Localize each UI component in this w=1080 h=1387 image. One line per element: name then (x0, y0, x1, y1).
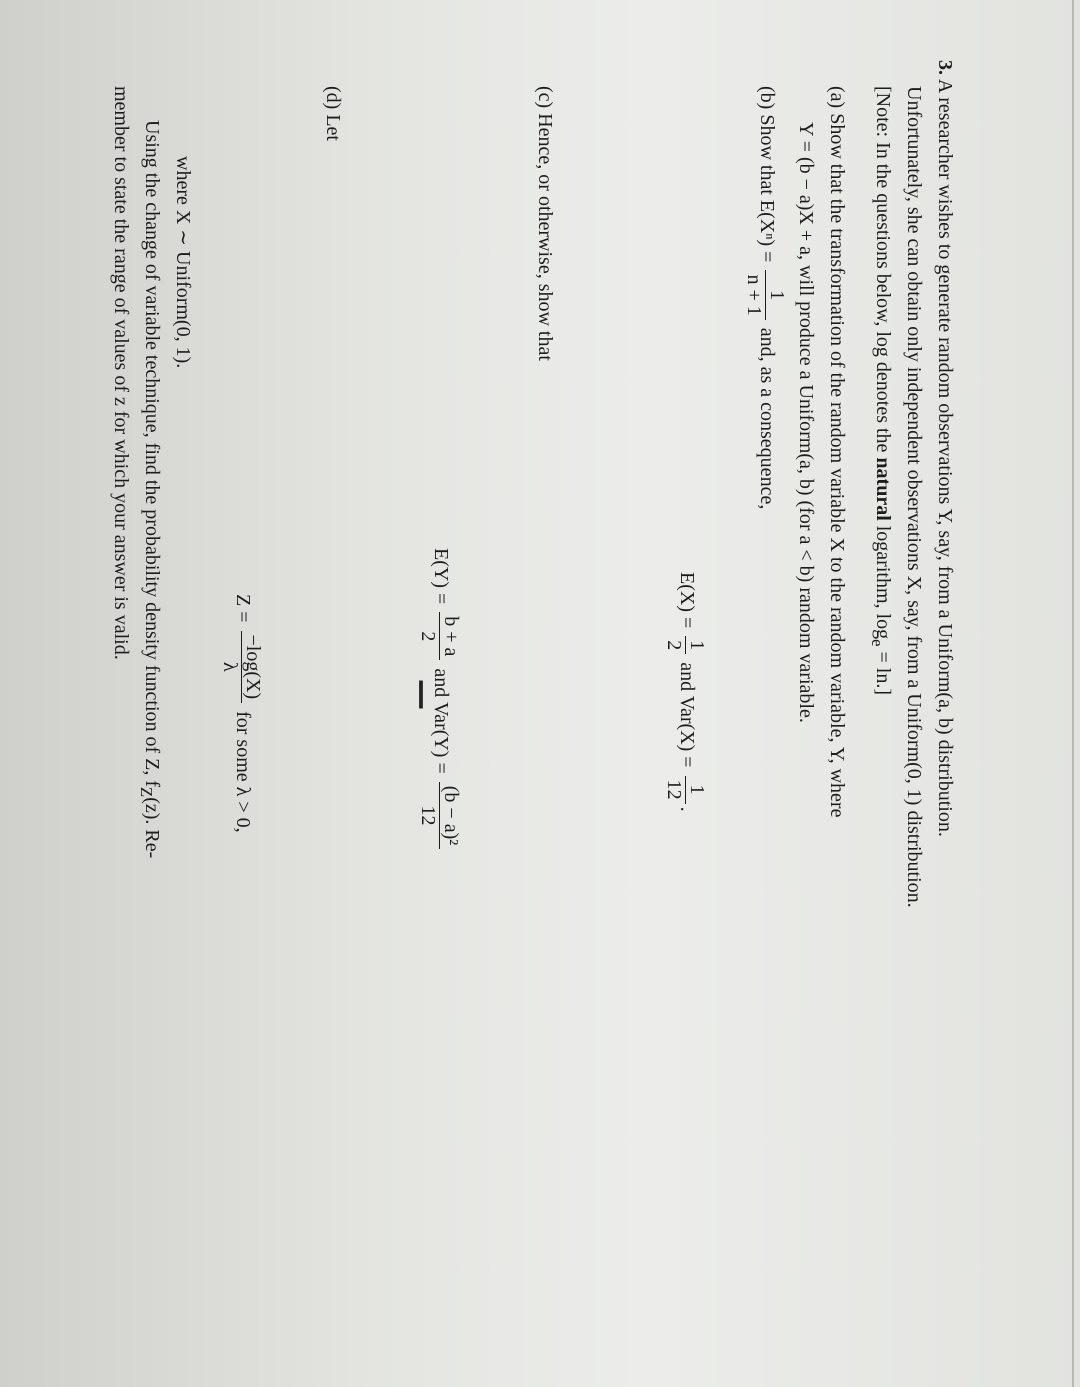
part-a-text-2: Y = (b − a)X + a, will produce a Uniform(a, b) (for a < b) random variable. (795, 122, 817, 723)
text-cursor-icon (402, 673, 440, 718)
eq-z: Z = (231, 594, 254, 623)
part-d-where-line (167, 156, 198, 368)
frac-num: (b − a)² (439, 782, 462, 849)
part-d-line-2 (105, 86, 136, 660)
frac-num: 1 (685, 636, 708, 654)
part-b-frac-num: 1 (765, 270, 788, 319)
part-d-where: where X ∼ Uniform(0, 1). (172, 156, 194, 369)
question-intro-line-2 (898, 86, 929, 908)
part-b-display-equation (663, 572, 708, 812)
frac-den: λ (219, 661, 241, 672)
part-a-text-1: Show that the transformation of the random variable X to the random variable, Y, where (826, 113, 848, 818)
part-d-display-equation (219, 594, 264, 833)
eq-vary-fraction (417, 782, 462, 849)
part-b-line (743, 86, 788, 509)
part-a-label: (a) (826, 86, 848, 109)
intro-text-1: A researcher wishes to generate random observations Y, say, from a Uniform(a, b) distribution. (934, 78, 956, 837)
eq-ey: E(Y) = (429, 548, 452, 605)
part-d-text-2: member to state the range of values of z for which your answer is valid. (110, 86, 132, 660)
intro-text-2: Unfortunately, she can obtain only independent observations X, say, from a Uniform(0, 1) distribution. (903, 86, 925, 908)
cursor-glyph: I (415, 673, 427, 718)
part-b-prefix: Show that E(Xⁿ) = (755, 114, 778, 263)
note-subscript: e (868, 639, 887, 647)
frac-den: 2 (663, 640, 685, 651)
eq-varx: and Var(X) = (675, 662, 698, 768)
part-d-text: Let (322, 114, 344, 141)
part-d-label: (d) (322, 86, 344, 110)
note-text: [Note: In the questions below, log denotes the (872, 86, 894, 458)
eq-z-fraction (219, 631, 264, 704)
part-d-text-1: Using the change of variable technique, find the probability density function of Z, f (141, 120, 163, 788)
part-a-line-1 (821, 86, 852, 817)
eq-lambda-condition: for some λ > 0, (231, 711, 254, 833)
part-c-line (529, 86, 560, 361)
frac-num: b + a (439, 612, 462, 660)
frac-num: 1 (685, 776, 708, 804)
note-text-2: logarithm, log (872, 520, 894, 640)
eq-ex: E(X) = (675, 572, 698, 629)
frac-num: −log(X) (241, 631, 264, 704)
part-b-suffix: and, as a consequence, (755, 327, 778, 510)
question-intro-line-1 (929, 60, 960, 837)
part-d-line-1 (131, 120, 167, 858)
eq-period: . (675, 806, 698, 812)
frac-den: 2 (417, 631, 439, 642)
part-b-fraction (743, 270, 788, 319)
note-end: = ln.] (872, 646, 894, 695)
part-b-frac-den: n + 1 (743, 274, 765, 316)
part-c-text: Hence, or otherwise, show that (534, 113, 556, 361)
eq-vary: and Var(Y) = (429, 668, 452, 774)
eq-ex-fraction (663, 636, 708, 654)
part-c-label: (c) (534, 86, 556, 109)
frac-den: 12 (663, 779, 685, 800)
part-d-subscript: Z (137, 787, 156, 798)
note-bold: natural (872, 457, 894, 521)
part-a-line-2 (790, 122, 821, 723)
part-b-label: (b) (755, 86, 778, 110)
question-number: 3. (934, 60, 956, 75)
note-line (862, 86, 898, 695)
part-d-text-1-end: (z). Re- (141, 797, 163, 859)
frac-den: 12 (417, 805, 439, 826)
eq-ey-fraction (417, 612, 462, 660)
part-d-line (317, 86, 348, 141)
eq-varx-fraction (663, 776, 708, 804)
